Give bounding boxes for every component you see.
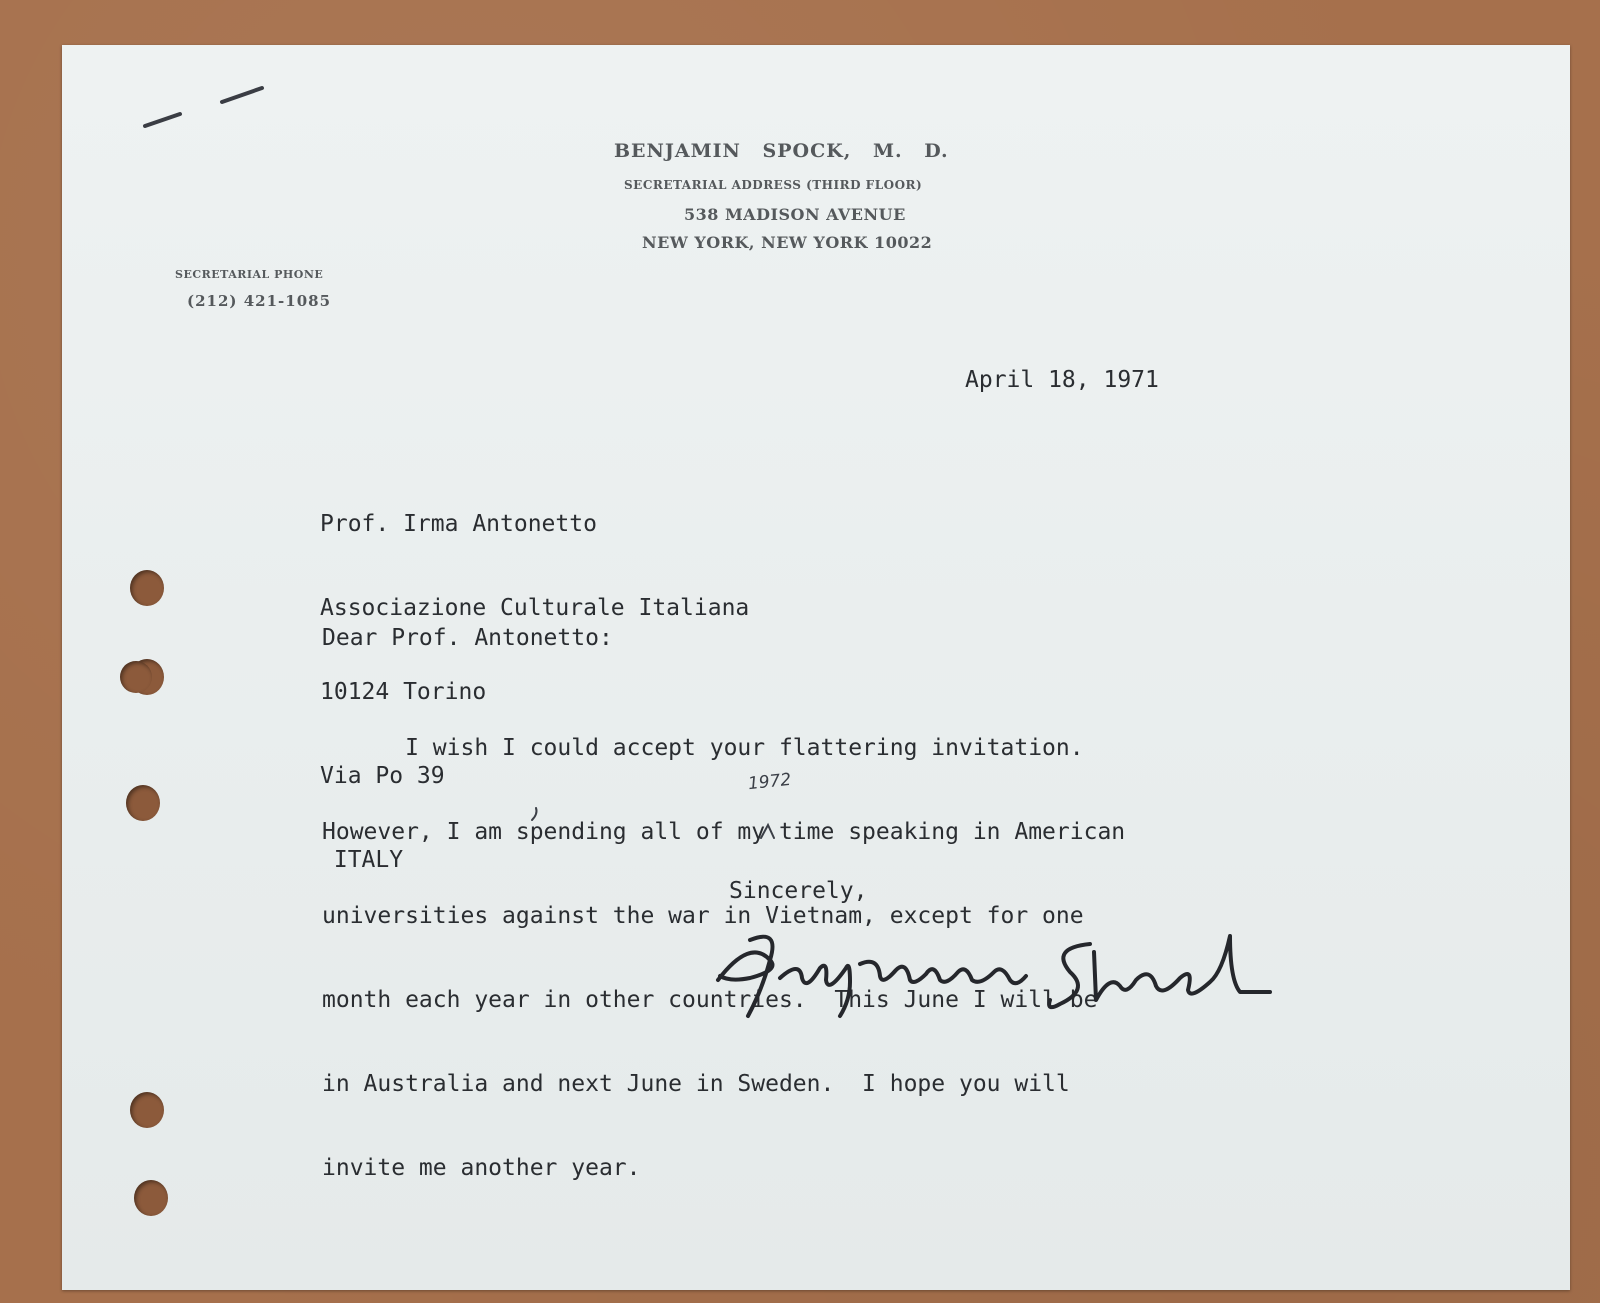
pen-dash-marks (140, 80, 280, 130)
letterhead-city: NEW YORK, NEW YORK 10022 (642, 233, 933, 252)
letterhead-phone: (212) 421-1085 (187, 292, 332, 310)
letter-date: April 18, 1971 (965, 367, 1159, 393)
letterhead-secretarial-address: SECRETARIAL ADDRESS (THIRD FLOOR) (624, 178, 923, 192)
body-line: invite me another year. (322, 1155, 641, 1181)
punch-hole-3 (126, 785, 160, 821)
body-line: month each year in other countries. This June I will be (322, 987, 1098, 1013)
punch-hole-2 (130, 659, 164, 695)
insertion-caret-mark (758, 820, 778, 842)
body-line: However, I am spending all of my time speaking in American (322, 819, 1126, 845)
body-line: in Australia and next June in Sweden. I hope you will (322, 1071, 1070, 1097)
recipient-line: Prof. Irma Antonetto (320, 511, 597, 537)
recipient-line: 10124 Torino (320, 679, 487, 705)
comma-insertion-mark (528, 806, 542, 822)
handwritten-year-insertion: 1972 (747, 769, 793, 795)
punch-hole-1 (130, 570, 164, 606)
recipient-line: Via Po 39 (320, 763, 445, 789)
closing: Sincerely, (729, 878, 868, 904)
letterhead-street: 538 MADISON AVENUE (684, 205, 906, 224)
greeting: Dear Prof. Antonetto: (322, 625, 613, 651)
punch-hole-5 (134, 1180, 168, 1216)
body-line: I wish I could accept your flattering invitation. (322, 735, 1084, 761)
body-line: universities against the war in Vietnam, except for one (322, 903, 1084, 929)
letterhead-name: BENJAMIN SPOCK, M. D. (614, 140, 949, 162)
letterhead-phone-label: SECRETARIAL PHONE (175, 268, 324, 281)
recipient-line: Associazione Culturale Italiana (320, 595, 750, 621)
recipient-line: ITALY (320, 847, 404, 873)
handwritten-signature (710, 920, 1310, 1030)
punch-hole-4 (130, 1092, 164, 1128)
